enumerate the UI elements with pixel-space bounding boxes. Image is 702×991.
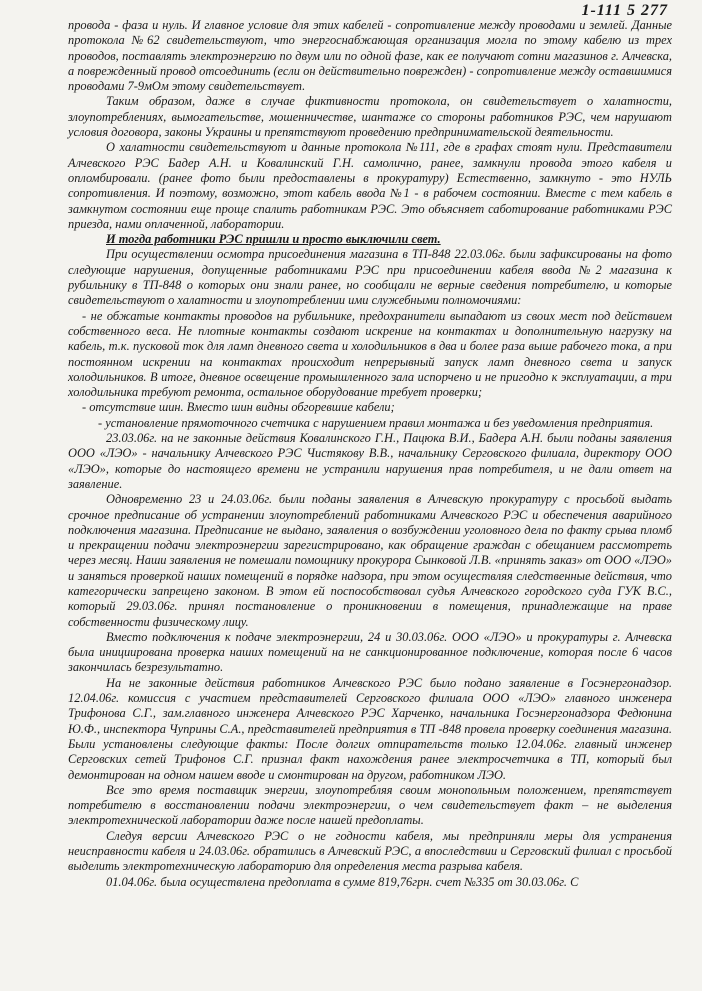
paragraph: Вместо подключения к подаче электроэнергии, 24 и 30.03.06г. ООО «ЛЭО» и прокуратуры г. Алчевска была инициирована проверка наших помещений на не санкционированное подключение, которая после 6 часов закончилась безрезультатно. (68, 629, 672, 675)
document-number: 1-111 5 277 (581, 2, 668, 19)
section-heading: И тогда работники РЭС пришли и просто выключили свет. (106, 232, 441, 247)
document-body (68, 18, 672, 890)
paragraph: Таким образом, даже в случае фиктивности протокола, он свидетельствует о халатности, злоупотреблениях, вымогательстве, мошенничестве, шантаже со стороны работников РЭС, чем нарушают условия договора, законы Украины и препятствуют проведению предпринимательской деятельности. (68, 94, 672, 140)
paragraph: Все это время поставщик энергии, злоупотребляя своим монопольным положением, препятствует потребителю в восстановлении подачи электроэнергии, о чем свидетельствует факт – не выделения электротехнической лаборатории даже после нашей предоплаты. (68, 782, 672, 828)
list-item: - установление прямоточного счетчика с нарушением правил монтажа и без уведомления предприятия. (98, 415, 654, 430)
paragraph: На не законные действия работников Алчевского РЭС было подано заявление в Госэнергонадзор. 12.04.06г. комиссия с участием представителей Серговского филиала ООО «ЛЭО» главного инженера Трифонова С.Г., зам.главного инженера Алчевского РЭС Харченко, начальника Госэнергонадзора Федюнина Ю.Ф., инспектора Чуприны С.А., представителей предприятия в ТП -848 провела проверку соединения магазина. Были установлены следующие факты: После долгих отпирательств только 12.04.06г. главный инженер Серговских сетей Трифонов С.Г. признал факт нахождения ранее электросчетчика в ТП, который был демонтирован на одном нашем вводе и смонтирован на другом, работником ЛЭО. (68, 675, 672, 782)
paragraph: 23.03.06г. на не законные действия Ковалинского Г.Н., Пацюка В.И., Бадера А.Н. были поданы заявления ООО «ЛЭО» - начальнику Алчевского РЭС Чистякову В.В., начальнику Серговского филиала, директору ООО «ЛЭО», которые до настоящего времени не устранили нарушения прав потребителя, и не дали ответ на заявление. (68, 431, 672, 491)
paragraph: 01.04.06г. была осуществлена предоплата в сумме 819,76грн. счет №335 от 30.03.06г. С (106, 874, 579, 889)
list-item: - не обжатые контакты проводов на рубильнике, предохранители выпадают из своих мест под действием собственного веса. Не плотные контакты создают искрение на контактах и дополнительную нагрузку на кабель, т.к. пусковой ток для ламп дневного света и холодильников в два и более раза выше рабочего тока, а при постоянном искрении на контактах происходит непрерывный запуск ламп дневного света и запуск холодильников. В итоге, дневное освещение промышленного зала испорчено и не пригодно к эксплуатации, а три холодильника требуют ремонта, остальное оборудование требует проверки; (68, 308, 672, 400)
list-item: - отсутствие шин. Вместо шин видны обгоревшие кабели; (82, 400, 395, 415)
paragraph: При осуществлении осмотра присоединения магазина в ТП-848 22.03.06г. были зафиксированы на фото следующие нарушения, допущенные работниками РЭС при присоединении кабеля ввода №2 магазина к рубильнику в ТП-848 о которых они знали ранее, но сообщали не верные сведения потребителю, и которые свидетельствуют о халатности и злоупотреблении ими служебными полномочиями: (68, 247, 672, 308)
paragraph: Следуя версии Алчевского РЭС о не годности кабеля, мы предприняли меры для устранения неисправности кабеля и 24.03.06г. обратились в Алчевский РЭС, а впоследствии и Серговский филиал с просьбой выделить электротехническую лабораторию для определения места разрыва кабеля. (68, 828, 672, 874)
paragraph: провода - фаза и нуль. И главное условие для этих кабелей - сопротивление между проводами и землей. Данные протокола №62 свидетельствуют, что энергоснабжающая организация могла по этому кабелю из трех проводов, поставлять электроэнергию по двум или по одной фазе, как ее получают сотни магазинов г. Алчевска, а поврежденный провод отсоединить (если он действительно поврежден) - сопротивление между оставшимися проводами 7-9мОм этому свидетельствует. (68, 18, 672, 94)
paragraph: О халатности свидетельствуют и данные протокола №111, где в графах стоят нули. Представители Алчевского РЭС Бадер А.Н. и Ковалинский Г.Н. самолично, ранее, замкнули провода этого кабеля и опломбировали. (ранее фото были предоставлены в прокуратуру) Естественно, замкнуто - это НУЛЬ сопротивления. И поэтому, возможно, этот кабель ввода №1 - в рабочем состоянии. Вместе с тем кабель в замкнутом состоянии еще проще спалить работникам РЭС. Это объясняет саботирование работниками РЭС приезда, нами оплаченной, лаборатории. (68, 140, 672, 231)
paragraph: Одновременно 23 и 24.03.06г. были поданы заявления в Алчевскую прокуратуру с просьбой выдать срочное предписание об устранении злоупотреблений работниками Алчевского РЭС и обеспечения аварийного подключения магазина. Предписание не выдано, заявления о возбуждении уголовного дела по факту срыва пломб и прекращении подачи электроэнергии зарегистрировано, как обращение граждан с обещанием рассмотреть через месяц. Наши заявления не помешали помощнику прокурора Сынковой Л.В. «принять заказ» от ООО «ЛЭО» и заняться проверкой наших помещений в порядке надзора, при этом осуществляя следственные действия, что категорически запрещено законом. В этом ей поспособствовал судья Алчевского городского суда ГУК В.С., который 29.03.06г. принял постановление о проникновении в помещения, принадлежащие на праве собственности физическому лицу. (68, 492, 672, 629)
